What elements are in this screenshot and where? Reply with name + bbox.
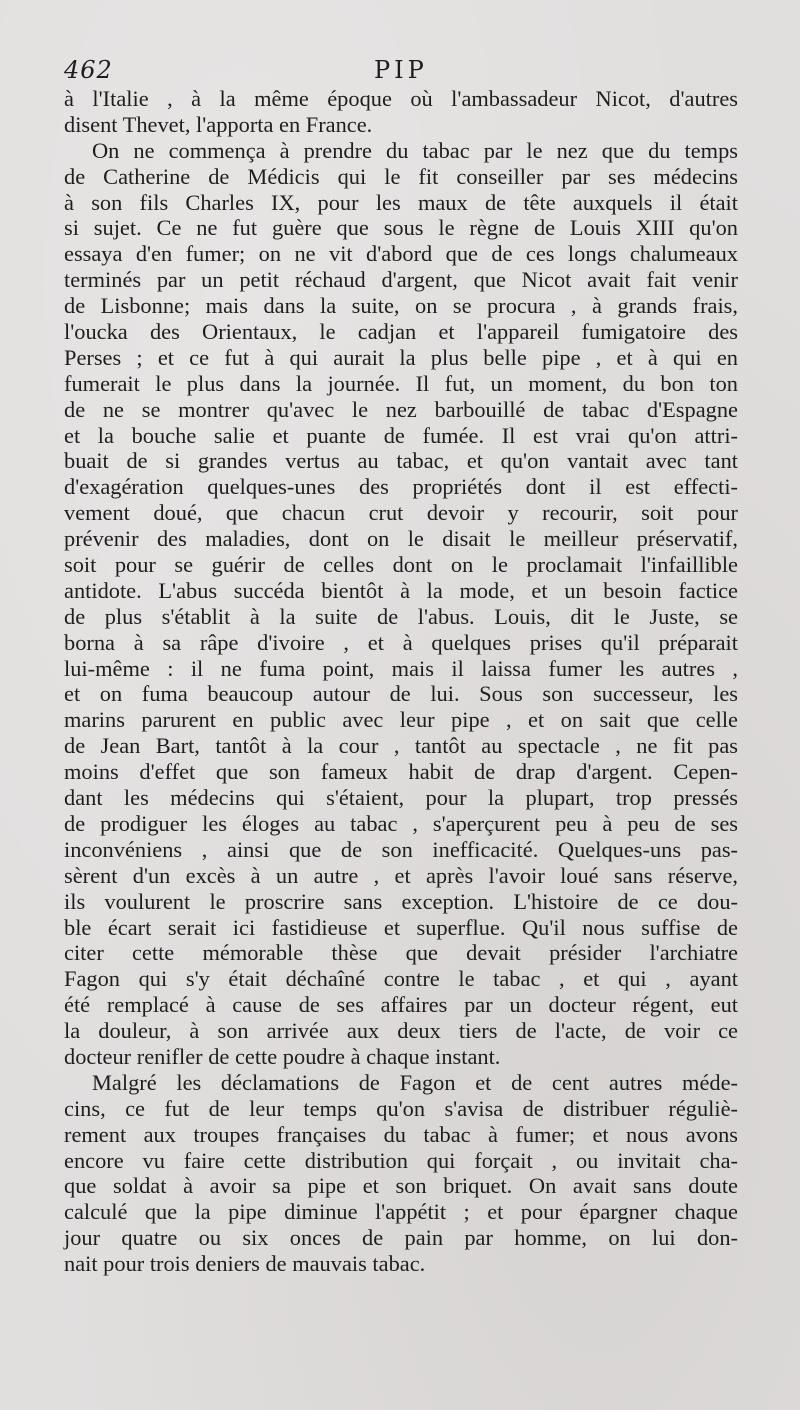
text-line: à son fils Charles IX, pour les maux de tête auxquels il était — [64, 189, 738, 215]
text-line: citer cette mémorable thèse que devait présider l'archiatre — [64, 940, 738, 966]
text-line: que soldat à avoir sa pipe et son briquet. On avait sans doute — [64, 1173, 738, 1199]
text-line: à l'Italie , à la même époque où l'ambassadeur Nicot, d'autres — [64, 86, 738, 111]
text-line: moins d'effet que son fameux habit de drap d'argent. Cepen- — [64, 759, 738, 785]
text-line: soit pour se guérir de celles dont on le proclamait l'infaillible — [64, 552, 738, 578]
text-line: docteur renifler de cette poudre à chaque instant. — [64, 1043, 501, 1069]
text-line: fumerait le plus dans la journée. Il fut, un moment, du bon ton — [64, 370, 738, 396]
text-line: essaya d'en fumer; on ne vit d'abord que de ces longs chalumeaux — [64, 241, 738, 267]
text-line: borna à sa râpe d'ivoire , et à quelques prises qu'il préparait — [64, 629, 738, 655]
text-line: ble écart serait ici fastidieuse et superflue. Qu'il nous suffise de — [64, 914, 738, 940]
text-line: calculé que la pipe diminue l'appétit ; et pour épargner chaque — [64, 1199, 738, 1225]
text-line: Malgré les déclamations de Fagon et de cent autres méde- — [92, 1069, 738, 1095]
text-line: si sujet. Ce ne fut guère que sous le règne de Louis XIII qu'on — [64, 215, 738, 241]
text-line: prévenir des maladies, dont on le disait le meilleur préservatif, — [64, 526, 738, 552]
text-line: encore vu faire cette distribution qui forçait , ou invitait cha- — [64, 1147, 738, 1173]
text-line: de ne se montrer qu'avec le nez barbouillé de tabac d'Espagne — [64, 396, 738, 422]
text-line: sèrent d'un excès à un autre , et après l'avoir loué sans réserve, — [64, 862, 738, 888]
text-line: été remplacé à cause de ses affaires par un docteur régent, eut — [64, 992, 738, 1018]
text-line: de prodiguer les éloges au tabac , s'aperçurent peu à peu de ses — [64, 810, 738, 836]
text-line: ils voulurent le proscrire sans exception. L'histoire de ce dou- — [64, 888, 738, 914]
text-line: buait de si grandes vertus au tabac, et qu'on vantait avec tant — [64, 448, 738, 474]
text-line: et on fuma beaucoup autour de lui. Sous son successeur, les — [64, 681, 738, 707]
text-line: dant les médecins qui s'étaient, pour la plupart, trop pressés — [64, 785, 738, 811]
text-line: inconvéniens , ainsi que de son inefficacité. Quelques-uns pas- — [64, 836, 738, 862]
text-line: cins, ce fut de leur temps qu'on s'avisa de distribuer réguliè- — [64, 1095, 738, 1121]
running-head: PIP — [374, 56, 428, 84]
text-line: jour quatre ou six onces de pain par homme, on lui don- — [64, 1225, 738, 1251]
text-line: disent Thevet, l'apporta en France. — [64, 111, 373, 137]
text-line: On ne commença à prendre du tabac par le nez que du temps — [92, 137, 738, 163]
page-header — [64, 56, 738, 86]
text-line: vement doué, que chacun crut devoir y recourir, soit pour — [64, 500, 738, 526]
text-line: d'exagération quelques-unes des propriétés dont il est effecti- — [64, 474, 738, 500]
text-line: de Lisbonne; mais dans la suite, on se procura , à grands frais, — [64, 293, 738, 319]
text-line: de Jean Bart, tantôt à la cour , tantôt au spectacle , ne fit pas — [64, 733, 738, 759]
text-line: lui-même : il ne fuma point, mais il laissa fumer les autres , — [64, 655, 738, 681]
text-line: de plus s'établit à la suite de l'abus. Louis, dit le Juste, se — [64, 603, 738, 629]
page-number: 462 — [64, 56, 113, 84]
text-line: marins parurent en public avec leur pipe , et on sait que celle — [64, 707, 738, 733]
text-line: Perses ; et ce fut à qui aurait la plus belle pipe , et à qui en — [64, 344, 738, 370]
body-text — [64, 86, 738, 1277]
text-line: rement aux troupes françaises du tabac à fumer; et nous avons — [64, 1121, 738, 1147]
text-line: l'oucka des Orientaux, le cadjan et l'appareil fumigatoire des — [64, 319, 738, 345]
text-line: Fagon qui s'y était déchaîné contre le tabac , et qui , ayant — [64, 966, 738, 992]
text-line: terminés par un petit réchaud d'argent, que Nicot avait fait venir — [64, 267, 738, 293]
text-line: et la bouche salie et puante de fumée. Il est vrai qu'on attri- — [64, 422, 738, 448]
text-line: la douleur, à son arrivée aux deux tiers de l'acte, de voir ce — [64, 1018, 738, 1044]
text-line: de Catherine de Médicis qui le fit conseiller par ses médecins — [64, 163, 738, 189]
text-line: antidote. L'abus succéda bientôt à la mode, et un besoin factice — [64, 577, 738, 603]
text-line: nait pour trois deniers de mauvais tabac. — [64, 1251, 426, 1277]
